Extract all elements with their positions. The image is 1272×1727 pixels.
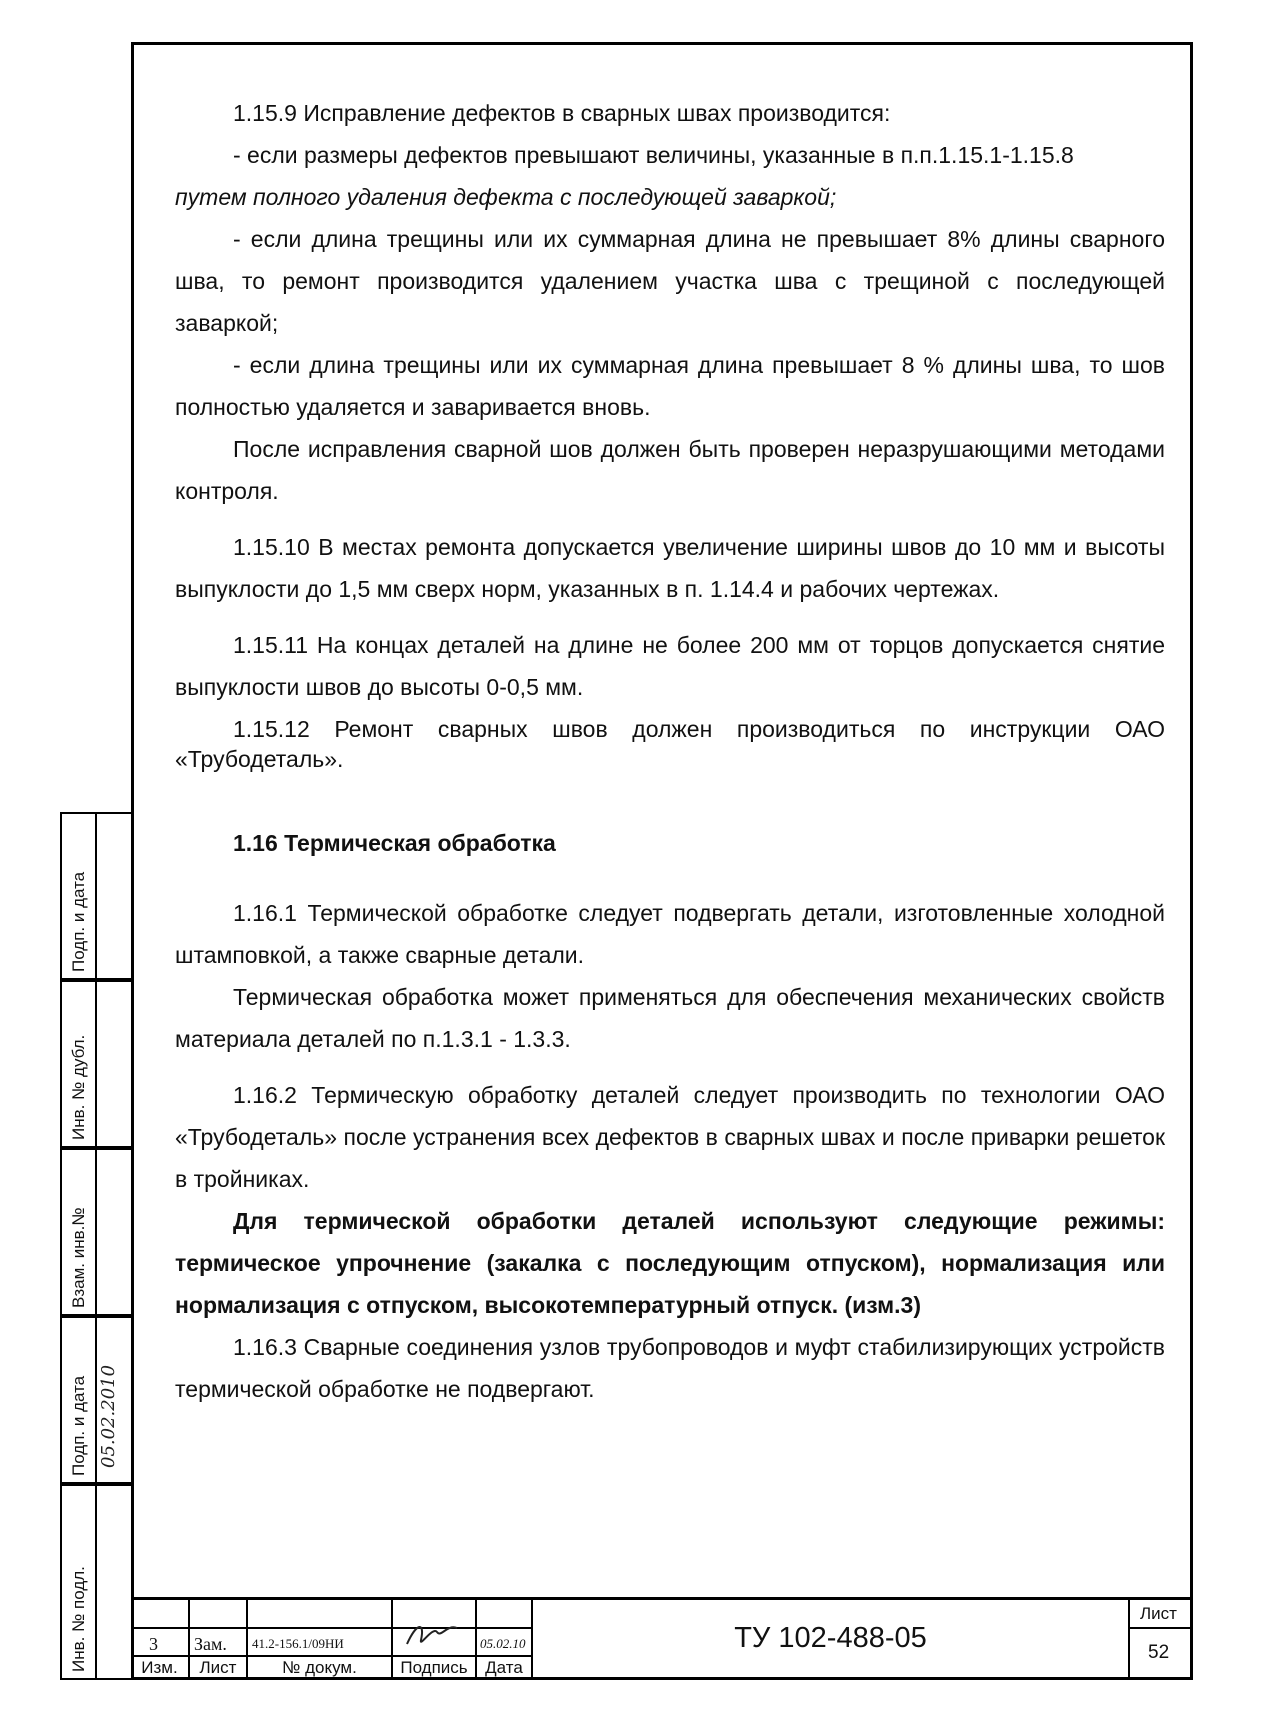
section-heading: 1.16 Термическая обработка: [233, 830, 556, 856]
paragraph-1-16-2: 1.16.2 Термическую обработку деталей следует производить по технологии ОАО «Трубодеталь» после устранения всех дефектов в сварных швах и после приварки решеток в тройниках.: [175, 1082, 1165, 1192]
paragraph-1-16-1: 1.16.1 Термической обработке следует подвергать детали, изготовленные холодной штамповкой, а также сварные детали.: [175, 900, 1165, 968]
side-cell-inv-podl: [60, 1484, 131, 1680]
sign-header: Подпись: [400, 1658, 468, 1677]
signature-icon: [403, 1618, 463, 1652]
paragraph-1-16-3: 1.16.3 Сварные соединения узлов трубопроводов и муфт стабилизирующих устройств термической обработке не подвергают.: [175, 1334, 1165, 1402]
izm-header: Изм.: [141, 1658, 178, 1677]
side-label: Подп. и дата: [69, 1375, 88, 1476]
side-label: Инв. № дубл.: [69, 1034, 88, 1140]
title-block: [131, 1597, 1193, 1683]
paragraph-crack-over-8: - если длина трещины или их суммарная длина превышает 8 % длины шва, то шов полностью удаляется и заваривается вновь.: [175, 352, 1165, 420]
document-body: [175, 92, 1165, 1410]
side-label: Подп. и дата: [69, 871, 88, 972]
paragraph-heat-modes: Для термической обработки деталей используют следующие режимы: термическое упрочнение (закалка с последующим отпуском), нормализация или нормализация с отпуском, высокотемпературный отпуск. (изм.3): [175, 1208, 1165, 1318]
side-label: Инв. № подл.: [69, 1566, 88, 1672]
side-cell-podp-data-1: [60, 812, 131, 980]
doc-value: 41.2-156.1/09НИ: [252, 1636, 344, 1651]
paragraph-1-15-12: 1.15.12 Ремонт сварных швов должен производиться по инструкции ОАО «Трубодеталь».: [175, 716, 1165, 772]
paragraph-heat-properties: Термическая обработка может применяться для обеспечения механических свойств материала деталей по п.1.3.1 - 1.3.3.: [175, 984, 1165, 1052]
col-izm: [131, 1600, 190, 1680]
paragraph-defect-size: - если размеры дефектов превышают величины, указанные в п.п.1.15.1-1.15.8: [233, 142, 1074, 168]
col-sign: [393, 1600, 477, 1680]
date-value: 05.02.10: [480, 1636, 526, 1651]
paragraph-1-15-10: 1.15.10 В местах ремонта допускается увеличение ширины швов до 10 мм и высоты выпуклости до 1,5 мм сверх норм, указанных в п. 1.14.4 и рабочих чертежах.: [175, 534, 1165, 602]
doc-number-cell: [533, 1600, 1130, 1680]
side-label: Взам. инв.№: [69, 1207, 88, 1308]
list-header: Лист: [199, 1658, 237, 1677]
paragraph-crack-under-8: - если длина трещины или их суммарная длина не превышает 8% длины сварного шва, то ремонт производится удалением участка шва с трещиной с последующей заваркой;: [175, 226, 1165, 336]
side-cell-podp-data-2: [60, 1316, 131, 1484]
paragraph-after-repair: После исправления сварной шов должен быть проверен неразрушающими методами контроля.: [175, 436, 1165, 504]
paragraph-defect-size-cont: путем полного удаления дефекта с последующей заваркой;: [175, 184, 837, 210]
list-value: Зам.: [194, 1634, 227, 1654]
paragraph-1-15-9: 1.15.9 Исправление дефектов в сварных швах производится:: [233, 100, 891, 126]
side-cell-vzam-inv: [60, 1148, 131, 1316]
sheet-number: 52: [1148, 1642, 1170, 1663]
izm-value: 3: [149, 1634, 158, 1654]
sheet-cell: [1130, 1600, 1190, 1680]
col-doc: [248, 1600, 393, 1680]
side-cell-inv-dubl: [60, 980, 131, 1148]
col-date: [477, 1600, 533, 1680]
date-header: Дата: [485, 1658, 523, 1677]
handwritten-date: 05.02.2010: [98, 1364, 119, 1468]
doc-header: № докум.: [282, 1658, 357, 1677]
paragraph-1-15-11: 1.15.11 На концах деталей на длине не более 200 мм от торцов допускается снятие выпуклости швов до высоты 0-0,5 мм.: [175, 632, 1165, 700]
col-list: [190, 1600, 248, 1680]
document-number: ТУ 102-488-05: [734, 1622, 927, 1654]
sheet-label: Лист: [1140, 1604, 1177, 1623]
